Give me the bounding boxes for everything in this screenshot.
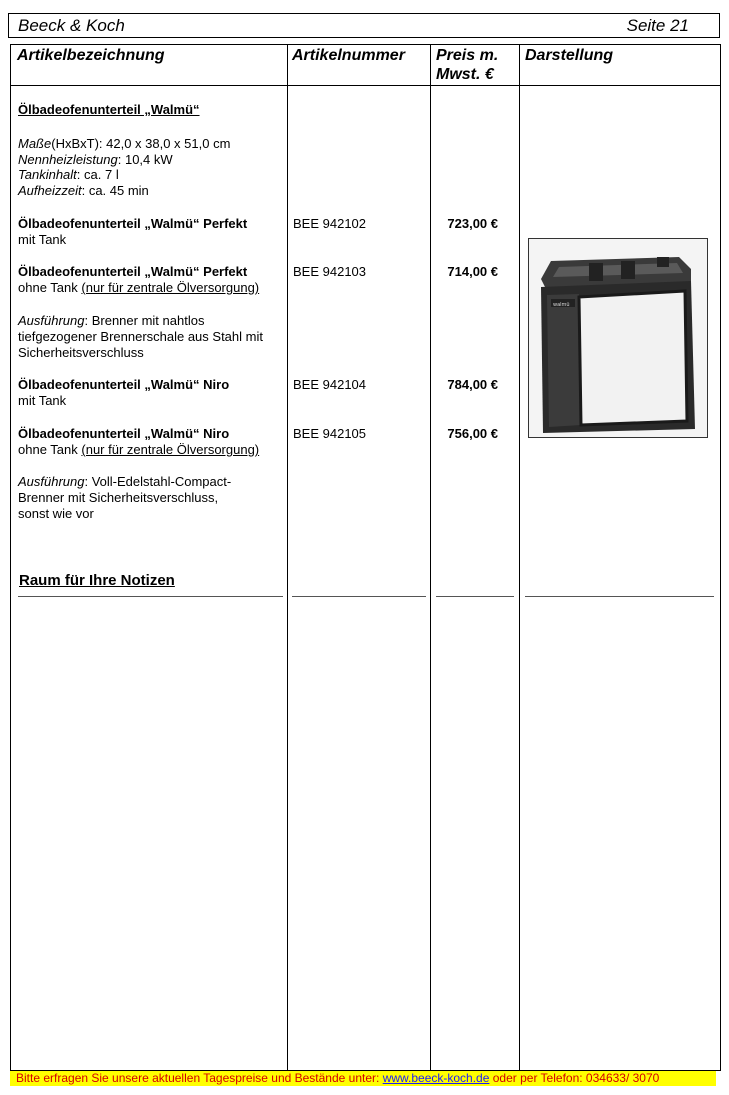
header-divider — [11, 85, 720, 86]
item-price: 723,00 € — [447, 216, 498, 231]
notes-heading: Raum für Ihre Notizen — [19, 572, 175, 589]
oil-heater-base-illustration — [529, 239, 707, 437]
execution-note: Ausführung: Voll-Edelstahl-Compact- — [18, 474, 232, 489]
product-table — [10, 44, 721, 1071]
separator-line — [525, 596, 714, 597]
footer-notice: Bitte erfragen Sie unsere aktuellen Tagespreise und Bestände unter: www.beeck-koch.de oder per Telefon: 034633/ 3070 — [10, 1071, 716, 1086]
separator-line — [292, 596, 426, 597]
item-price: 756,00 € — [447, 426, 498, 441]
item-price: 784,00 € — [447, 377, 498, 392]
item-name: Ölbadeofenunterteil „Walmü“ Niro — [18, 377, 230, 392]
item-number: BEE 942103 — [293, 264, 367, 279]
spec-tank: Tankinhalt: ca. 7 l — [18, 167, 119, 182]
item-name: Ölbadeofenunterteil „Walmü“ Niro — [18, 426, 230, 441]
brand-label: walmü — [553, 302, 570, 308]
page-header — [8, 13, 720, 38]
execution-note-line: sonst wie vor — [18, 506, 94, 521]
company-name: Beeck & Koch — [18, 16, 125, 35]
item-sub: ohne Tank (nur für zentrale Ölversorgung) — [18, 442, 260, 457]
column-divider — [287, 45, 288, 1070]
intro-title: Ölbadeofenunterteil „Walmü“ — [18, 102, 200, 117]
product-image — [528, 238, 708, 438]
separator-line — [18, 596, 283, 597]
item-name: Ölbadeofenunterteil „Walmü“ Perfekt — [18, 216, 248, 231]
spec-dimensions: Maße(HxBxT): 42,0 x 38,0 x 51,0 cm — [18, 136, 231, 151]
item-number: BEE 942105 — [293, 426, 367, 441]
execution-note-line: tiefgezogener Brennerschale aus Stahl mit — [18, 329, 263, 344]
execution-note: Ausführung: Brenner mit nahtlos — [18, 313, 205, 328]
page-number: Seite 21 — [626, 16, 689, 35]
column-divider — [519, 45, 520, 1070]
item-price: 714,00 € — [447, 264, 498, 279]
item-sub: mit Tank — [18, 232, 67, 247]
spec-heating-time: Aufheizzeit: ca. 45 min — [18, 183, 149, 198]
item-number: BEE 942104 — [293, 377, 367, 392]
column-header-image: Darstellung — [525, 47, 614, 64]
separator-line — [436, 596, 514, 597]
column-header-price: Preis m. Mwst. € — [436, 47, 499, 83]
item-sub: mit Tank — [18, 393, 67, 408]
item-name: Ölbadeofenunterteil „Walmü“ Perfekt — [18, 264, 248, 279]
item-number: BEE 942102 — [293, 216, 367, 231]
execution-note-line: Sicherheitsverschluss — [18, 345, 144, 360]
column-header-name: Artikelbezeichnung — [17, 47, 165, 64]
column-divider — [430, 45, 431, 1070]
website-link[interactable]: www.beeck-koch.de — [382, 1071, 490, 1085]
execution-note-line: Brenner mit Sicherheitsverschluss, — [18, 490, 219, 505]
spec-power: Nennheizleistung: 10,4 kW — [18, 152, 173, 167]
column-header-number: Artikelnummer — [292, 47, 405, 64]
item-sub: ohne Tank (nur für zentrale Ölversorgung) — [18, 280, 260, 295]
